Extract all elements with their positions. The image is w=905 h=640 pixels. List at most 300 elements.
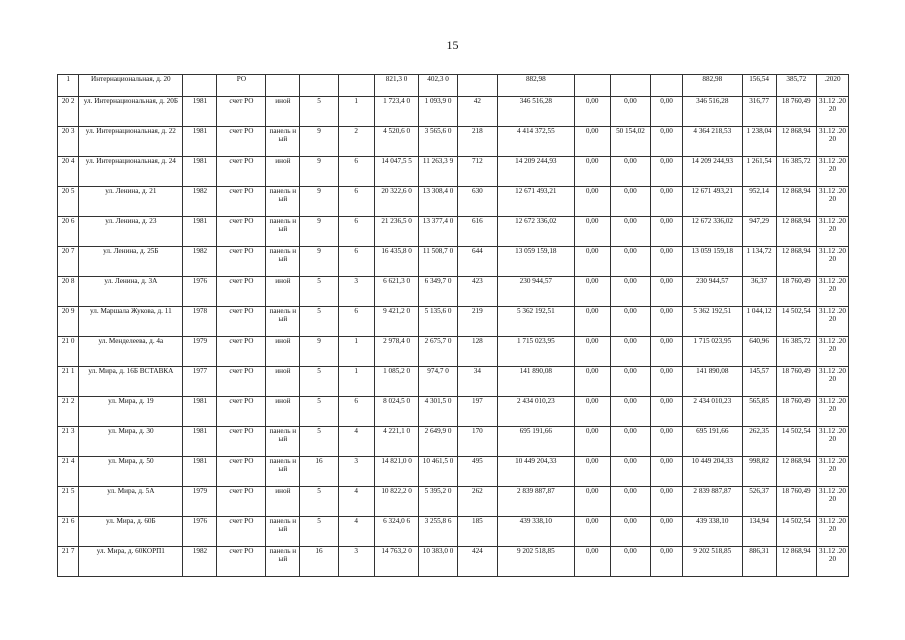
table-cell: 18 760,49	[776, 487, 816, 517]
table-cell: 141 890,08	[498, 367, 575, 397]
table-cell: 14 502,54	[776, 427, 816, 457]
table-cell: 16	[300, 457, 338, 487]
table-cell: 31.12 .2020	[816, 457, 848, 487]
table-cell: 0,00	[610, 547, 650, 577]
table-row	[58, 487, 849, 517]
table-cell: 5	[300, 427, 338, 457]
table-cell: 3	[338, 457, 374, 487]
table-cell: 0,00	[574, 517, 610, 547]
table-cell: панель ный	[266, 307, 300, 337]
table-cell: 640,96	[742, 337, 776, 367]
table-cell: панель ный	[266, 547, 300, 577]
table-cell: 0,00	[574, 97, 610, 127]
table-cell: 0,00	[574, 187, 610, 217]
table-cell: счет РО	[217, 487, 266, 517]
table-cell: 695 191,66	[683, 427, 743, 457]
table-cell: 886,31	[742, 547, 776, 577]
table-cell	[300, 75, 338, 97]
table-cell: 1 723,4 0	[374, 97, 419, 127]
table-cell: 3 255,8 6	[419, 517, 457, 547]
table-cell: 1981	[183, 127, 217, 157]
table-cell: 230 944,57	[498, 277, 575, 307]
table-cell: 0,00	[574, 157, 610, 187]
table-cell: 0,00	[574, 337, 610, 367]
table-cell: 4	[338, 427, 374, 457]
table-cell: ул. Мира, д. 16Б ВСТАВКА	[79, 367, 183, 397]
table-cell: 0,00	[574, 247, 610, 277]
table-cell: 10 461,5 0	[419, 457, 457, 487]
table-cell	[610, 75, 650, 97]
table-cell: ул. Ленина, д. 21	[79, 187, 183, 217]
table-cell: 0,00	[651, 547, 683, 577]
table-cell: 882,98	[683, 75, 743, 97]
table-cell: 16 385,72	[776, 337, 816, 367]
table-cell: 10 383,0 0	[419, 547, 457, 577]
table-cell: 11 508,7 0	[419, 247, 457, 277]
table-cell: 21 7	[58, 547, 79, 577]
table-cell: 0,00	[610, 457, 650, 487]
table-cell: 18 760,49	[776, 397, 816, 427]
table-cell: 3	[338, 277, 374, 307]
table-cell: 947,29	[742, 217, 776, 247]
table-cell: 0,00	[574, 487, 610, 517]
table-cell: 20 7	[58, 247, 79, 277]
table-cell: 695 191,66	[498, 427, 575, 457]
table-cell: 0,00	[574, 127, 610, 157]
table-cell: иной	[266, 157, 300, 187]
table-cell: 2 839 887,87	[683, 487, 743, 517]
table-cell: 20 3	[58, 127, 79, 157]
table-cell: 50 154,02	[610, 127, 650, 157]
table-cell: 9	[300, 247, 338, 277]
table-cell: ул. Интернациональная, д. 22	[79, 127, 183, 157]
table-cell: 20 2	[58, 97, 79, 127]
table-cell: 616	[457, 217, 497, 247]
table-cell: счет РО	[217, 517, 266, 547]
table-cell: счет РО	[217, 97, 266, 127]
table-cell: 1982	[183, 187, 217, 217]
page-number: 15	[446, 38, 459, 52]
table-cell: 644	[457, 247, 497, 277]
table-cell: 18 760,49	[776, 367, 816, 397]
table-cell: 2 978,4 0	[374, 337, 419, 367]
table-cell: 3 565,6 0	[419, 127, 457, 157]
table-cell: 0,00	[574, 277, 610, 307]
table-cell: 4 301,5 0	[419, 397, 457, 427]
table-cell: 12 672 336,02	[498, 217, 575, 247]
table-cell: 0,00	[651, 97, 683, 127]
table-cell: 4 364 218,53	[683, 127, 743, 157]
table-cell: панель ный	[266, 457, 300, 487]
table-cell: 0,00	[574, 427, 610, 457]
table-cell: 9	[300, 127, 338, 157]
table-cell: 1 134,72	[742, 247, 776, 277]
table-cell: 0,00	[610, 397, 650, 427]
table-cell: 0,00	[574, 307, 610, 337]
table-cell: 12 868,94	[776, 187, 816, 217]
table-row	[58, 277, 849, 307]
housing-registry-table	[57, 74, 849, 577]
table-cell: 5 362 192,51	[683, 307, 743, 337]
table-cell	[183, 75, 217, 97]
table-cell: 5	[300, 97, 338, 127]
table-cell: 402,3 0	[419, 75, 457, 97]
table-cell: 821,3 0	[374, 75, 419, 97]
table-cell: 5 395,2 0	[419, 487, 457, 517]
table-cell: 346 516,28	[498, 97, 575, 127]
table-cell: счет РО	[217, 307, 266, 337]
table-cell: .2020	[816, 75, 848, 97]
table-cell: 21 236,5 0	[374, 217, 419, 247]
table-cell: 18 760,49	[776, 97, 816, 127]
table-cell: 31.12 .2020	[816, 277, 848, 307]
table-cell: 8 024,5 0	[374, 397, 419, 427]
table-cell: 4	[338, 487, 374, 517]
table-cell: 0,00	[651, 427, 683, 457]
table-row	[58, 97, 849, 127]
table-cell: 31.12 .2020	[816, 157, 848, 187]
table-cell: 20 4	[58, 157, 79, 187]
table-cell: 1977	[183, 367, 217, 397]
table-cell: 4 414 372,55	[498, 127, 575, 157]
table-cell: 21 1	[58, 367, 79, 397]
table-row	[58, 127, 849, 157]
table-cell: 14 763,2 0	[374, 547, 419, 577]
table-row	[58, 337, 849, 367]
table-cell: 0,00	[610, 307, 650, 337]
table-cell: 31.12 .2020	[816, 547, 848, 577]
table-cell: 565,85	[742, 397, 776, 427]
table-cell: 9	[300, 217, 338, 247]
table-cell: 21 6	[58, 517, 79, 547]
table-cell: 4 221,1 0	[374, 427, 419, 457]
table-cell: 262	[457, 487, 497, 517]
table-cell: РО	[217, 75, 266, 97]
table-cell: счет РО	[217, 457, 266, 487]
table-cell: 998,82	[742, 457, 776, 487]
table-cell: 21 3	[58, 427, 79, 457]
table-cell: иной	[266, 487, 300, 517]
table-cell: 16	[300, 547, 338, 577]
table-cell: 0,00	[651, 307, 683, 337]
table-cell: 1 044,12	[742, 307, 776, 337]
table-cell: панель ный	[266, 517, 300, 547]
table-cell: 439 338,10	[683, 517, 743, 547]
table-cell: 31.12 .2020	[816, 517, 848, 547]
table-cell: 1981	[183, 427, 217, 457]
table-cell: 4 520,6 0	[374, 127, 419, 157]
table-cell: 13 059 159,18	[683, 247, 743, 277]
table-cell: панель ный	[266, 187, 300, 217]
table-cell: 0,00	[651, 127, 683, 157]
table-cell: панель ный	[266, 247, 300, 277]
table-cell: 31.12 .2020	[816, 247, 848, 277]
table-cell: 5	[300, 517, 338, 547]
table-cell: 0,00	[651, 187, 683, 217]
table-cell: 1976	[183, 517, 217, 547]
table-cell: счет РО	[217, 277, 266, 307]
table-cell	[266, 75, 300, 97]
table-cell: 1976	[183, 277, 217, 307]
table-cell: 0,00	[574, 217, 610, 247]
table-cell: 1 261,54	[742, 157, 776, 187]
table-cell: 6	[338, 157, 374, 187]
table-cell: 230 944,57	[683, 277, 743, 307]
table-cell: 630	[457, 187, 497, 217]
table-cell: 9	[300, 337, 338, 367]
table-cell: 36,37	[742, 277, 776, 307]
table-cell: 13 377,4 0	[419, 217, 457, 247]
table-cell: 20 6	[58, 217, 79, 247]
table-cell: 31.12 .2020	[816, 397, 848, 427]
table-cell: 20 5	[58, 187, 79, 217]
table-cell: 0,00	[574, 397, 610, 427]
table-cell: счет РО	[217, 547, 266, 577]
table-cell: 16 385,72	[776, 157, 816, 187]
table-cell: 0,00	[610, 367, 650, 397]
table-cell: 9 202 518,85	[498, 547, 575, 577]
table-cell: 0,00	[610, 247, 650, 277]
table-cell: иной	[266, 277, 300, 307]
table-cell: 5	[300, 487, 338, 517]
table-cell: 31.12 .2020	[816, 367, 848, 397]
table-cell: 0,00	[610, 97, 650, 127]
table-cell: 0,00	[651, 247, 683, 277]
table-cell: счет РО	[217, 157, 266, 187]
table-cell: 12 868,94	[776, 547, 816, 577]
table-cell: 974,7 0	[419, 367, 457, 397]
table-cell: 0,00	[610, 157, 650, 187]
table-cell: 1981	[183, 457, 217, 487]
table-cell: 1979	[183, 487, 217, 517]
table-cell: 31.12 .2020	[816, 187, 848, 217]
table-cell: 20 322,6 0	[374, 187, 419, 217]
table-cell: 4	[338, 517, 374, 547]
table-cell: 0,00	[651, 397, 683, 427]
table-cell: ул. Ленина, д. 23	[79, 217, 183, 247]
table-cell: 423	[457, 277, 497, 307]
table-cell: счет РО	[217, 127, 266, 157]
table-cell: 1979	[183, 337, 217, 367]
table-cell: 12 671 493,21	[683, 187, 743, 217]
table-cell: 6	[338, 187, 374, 217]
table-cell: 1	[58, 75, 79, 97]
table-cell: 10 449 204,33	[683, 457, 743, 487]
table-cell: 0,00	[610, 217, 650, 247]
table-cell: 16 435,8 0	[374, 247, 419, 277]
table-cell: 0,00	[651, 517, 683, 547]
table-cell: 2 839 887,87	[498, 487, 575, 517]
table-cell: 12 672 336,02	[683, 217, 743, 247]
table-cell: 346 516,28	[683, 97, 743, 127]
table-cell: счет РО	[217, 427, 266, 457]
table-cell: 5	[300, 307, 338, 337]
table-row	[58, 75, 849, 97]
table-cell: 31.12 .2020	[816, 337, 848, 367]
table-cell: ул. Интернациональная, д. 24	[79, 157, 183, 187]
table-cell: 12 671 493,21	[498, 187, 575, 217]
table-cell: 1981	[183, 157, 217, 187]
table-cell: 316,77	[742, 97, 776, 127]
table-cell: 9	[300, 187, 338, 217]
table-cell: 5 135,6 0	[419, 307, 457, 337]
table-cell: 262,35	[742, 427, 776, 457]
table-row	[58, 247, 849, 277]
table-row	[58, 457, 849, 487]
table-cell: панель ный	[266, 427, 300, 457]
table-cell: 14 821,0 0	[374, 457, 419, 487]
table-cell: 0,00	[610, 487, 650, 517]
table-cell	[651, 75, 683, 97]
table-cell	[457, 75, 497, 97]
table-cell: 14 209 244,93	[498, 157, 575, 187]
table-cell: 12 868,94	[776, 127, 816, 157]
table-cell: ул. Маршала Жукова, д. 11	[79, 307, 183, 337]
table-cell: 385,72	[776, 75, 816, 97]
table-cell: 0,00	[610, 187, 650, 217]
table-cell: ул. Интернациональная, д. 20Б	[79, 97, 183, 127]
table-cell: ул. Ленина, д. 25Б	[79, 247, 183, 277]
table-cell: 2	[338, 127, 374, 157]
table-cell: 712	[457, 157, 497, 187]
table-cell: 9 421,2 0	[374, 307, 419, 337]
table-cell: 0,00	[610, 517, 650, 547]
table-cell: 145,57	[742, 367, 776, 397]
table-cell: иной	[266, 367, 300, 397]
table-cell: 0,00	[610, 337, 650, 367]
table-cell: иной	[266, 97, 300, 127]
table-cell: 1978	[183, 307, 217, 337]
table-cell: 6	[338, 247, 374, 277]
table-cell: 2 649,9 0	[419, 427, 457, 457]
table-cell: ул. Мира, д. 50	[79, 457, 183, 487]
table-cell: 1982	[183, 247, 217, 277]
table-cell: 439 338,10	[498, 517, 575, 547]
table-cell: 12 868,94	[776, 217, 816, 247]
table-cell: счет РО	[217, 367, 266, 397]
table-cell: 219	[457, 307, 497, 337]
table-row	[58, 517, 849, 547]
table-cell: 0,00	[651, 367, 683, 397]
table-cell: 0,00	[651, 217, 683, 247]
table-cell: счет РО	[217, 247, 266, 277]
table-cell: 1	[338, 97, 374, 127]
table-cell: 9 202 518,85	[683, 547, 743, 577]
table-cell: 6 349,7 0	[419, 277, 457, 307]
table-cell: панель ный	[266, 127, 300, 157]
table-cell: 14 209 244,93	[683, 157, 743, 187]
table-cell: 0,00	[651, 457, 683, 487]
table-cell: 31.12 .2020	[816, 217, 848, 247]
table-row	[58, 367, 849, 397]
table-cell: 6	[338, 397, 374, 427]
table-cell: ул. Мира, д. 60КОРП1	[79, 547, 183, 577]
table-cell: ул. Менделеева, д. 4а	[79, 337, 183, 367]
table-cell: иной	[266, 337, 300, 367]
table-cell: 5	[300, 277, 338, 307]
table-cell: 42	[457, 97, 497, 127]
table-cell: счет РО	[217, 217, 266, 247]
table-cell: 1 238,04	[742, 127, 776, 157]
table-row	[58, 187, 849, 217]
table-cell: счет РО	[217, 187, 266, 217]
table-row	[58, 307, 849, 337]
table-cell: 21 2	[58, 397, 79, 427]
table-cell: 1981	[183, 97, 217, 127]
table-cell: 5 362 192,51	[498, 307, 575, 337]
table-row	[58, 397, 849, 427]
table-cell: 1 085,2 0	[374, 367, 419, 397]
table-cell: 21 4	[58, 457, 79, 487]
table-cell: 20 8	[58, 277, 79, 307]
table-cell: панель ный	[266, 217, 300, 247]
table-cell: 1 093,9 0	[419, 97, 457, 127]
table-cell: 185	[457, 517, 497, 547]
table-cell: 21 0	[58, 337, 79, 367]
table-cell: счет РО	[217, 397, 266, 427]
table-cell: Интернациональная, д. 20	[79, 75, 183, 97]
table-cell: 20 9	[58, 307, 79, 337]
table-cell: ул. Мира, д. 60Б	[79, 517, 183, 547]
table-cell: 14 502,54	[776, 517, 816, 547]
table-cell: 3	[338, 547, 374, 577]
table-cell: 156,54	[742, 75, 776, 97]
table-cell: ул. Мира, д. 19	[79, 397, 183, 427]
table-cell: 34	[457, 367, 497, 397]
table-cell: иной	[266, 397, 300, 427]
table-cell: 14 047,5 5	[374, 157, 419, 187]
table-cell: 1981	[183, 217, 217, 247]
table-cell: ул. Мира, д. 30	[79, 427, 183, 457]
table-cell: 0,00	[574, 457, 610, 487]
table-cell: 128	[457, 337, 497, 367]
table-cell: 0,00	[651, 487, 683, 517]
table-cell: 1	[338, 367, 374, 397]
table-cell: 170	[457, 427, 497, 457]
table-cell	[574, 75, 610, 97]
table-cell: 31.12 .2020	[816, 127, 848, 157]
table-cell: 31.12 .2020	[816, 307, 848, 337]
table-cell: 9	[300, 157, 338, 187]
table-cell: 218	[457, 127, 497, 157]
table-cell: 424	[457, 547, 497, 577]
table-cell: 0,00	[610, 277, 650, 307]
table-cell: 14 502,54	[776, 307, 816, 337]
table-cell: 6 324,0 6	[374, 517, 419, 547]
table-cell: 1 715 023,95	[498, 337, 575, 367]
table-row	[58, 427, 849, 457]
table-cell: 1 715 023,95	[683, 337, 743, 367]
table-cell: 1982	[183, 547, 217, 577]
table-cell: 1981	[183, 397, 217, 427]
table-cell: 0,00	[574, 547, 610, 577]
table-cell: 5	[300, 367, 338, 397]
table-cell: 0,00	[651, 337, 683, 367]
table-cell: 952,14	[742, 187, 776, 217]
table-cell: ул. Ленина, д. 3А	[79, 277, 183, 307]
table-cell: 526,37	[742, 487, 776, 517]
table-cell: 495	[457, 457, 497, 487]
table-cell: 11 263,3 9	[419, 157, 457, 187]
table-cell: 2 434 010,23	[683, 397, 743, 427]
table-cell: 2 675,7 0	[419, 337, 457, 367]
table-row	[58, 157, 849, 187]
table-cell: 141 890,08	[683, 367, 743, 397]
table-cell: 13 308,4 0	[419, 187, 457, 217]
table-cell: 21 5	[58, 487, 79, 517]
table-cell: 882,98	[498, 75, 575, 97]
table-cell: 6 621,3 0	[374, 277, 419, 307]
